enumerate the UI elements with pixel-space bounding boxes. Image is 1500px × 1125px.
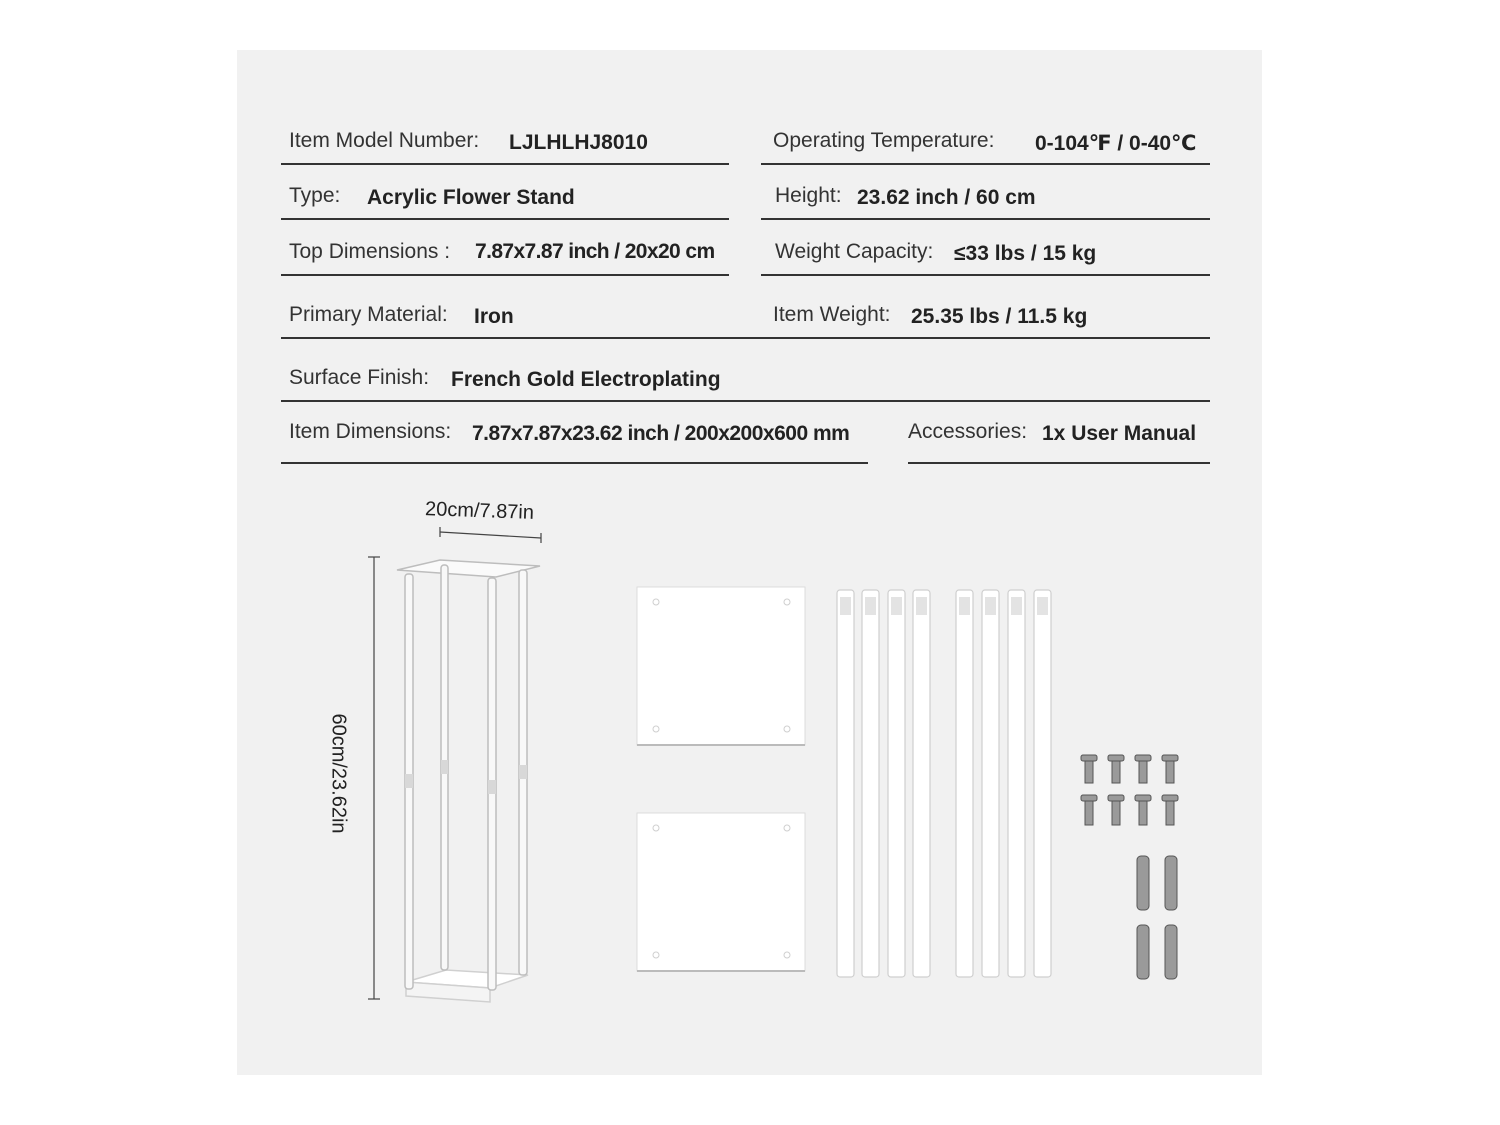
spec-label: Operating Temperature: bbox=[773, 129, 995, 152]
spec-value: Iron bbox=[474, 305, 514, 328]
spec-label: Weight Capacity: bbox=[775, 240, 934, 263]
spec-label: Item Dimensions: bbox=[289, 420, 452, 443]
spec-label: Primary Material: bbox=[289, 303, 448, 326]
width-dimension-line bbox=[440, 527, 541, 543]
spec-value: 25.35 lbs / 11.5 kg bbox=[911, 305, 1088, 328]
acrylic-rods bbox=[837, 590, 1051, 977]
spec-label: Item Weight: bbox=[773, 303, 891, 326]
screws bbox=[1081, 755, 1178, 979]
spec-value: Acrylic Flower Stand bbox=[367, 186, 575, 209]
spec-label: Accessories: bbox=[908, 420, 1028, 443]
threaded-rods bbox=[1137, 856, 1177, 979]
spec-value: French Gold Electroplating bbox=[451, 368, 721, 391]
spec-value: ≤33 lbs / 15 kg bbox=[954, 242, 1097, 265]
acrylic-plates bbox=[637, 587, 805, 971]
spec-value: LJLHLHJ8010 bbox=[509, 131, 648, 154]
spec-label: Item Model Number: bbox=[289, 129, 480, 152]
height-dimension-line bbox=[368, 557, 380, 999]
height-dimension-label: 60cm/23.62in bbox=[327, 713, 350, 834]
screw-row-top bbox=[1081, 755, 1178, 783]
spec-value: 23.62 inch / 60 cm bbox=[857, 186, 1036, 209]
width-dimension-label: 20cm/7.87in bbox=[424, 498, 535, 524]
spec-label: Surface Finish: bbox=[289, 366, 430, 389]
spec-label: Top Dimensions : bbox=[289, 240, 451, 263]
assembled-stand bbox=[397, 560, 540, 1002]
spec-label: Height: bbox=[775, 184, 842, 207]
spec-label: Type: bbox=[289, 184, 341, 207]
spec-value: 1x User Manual bbox=[1042, 422, 1197, 445]
screw-row-bottom bbox=[1081, 795, 1178, 825]
spec-value: 0-104℉ / 0-40℃ bbox=[1035, 132, 1197, 155]
spec-value: 7.87x7.87 inch / 20x20 cm bbox=[475, 240, 715, 263]
spec-value: 7.87x7.87x23.62 inch / 200x200x600 mm bbox=[472, 422, 850, 445]
